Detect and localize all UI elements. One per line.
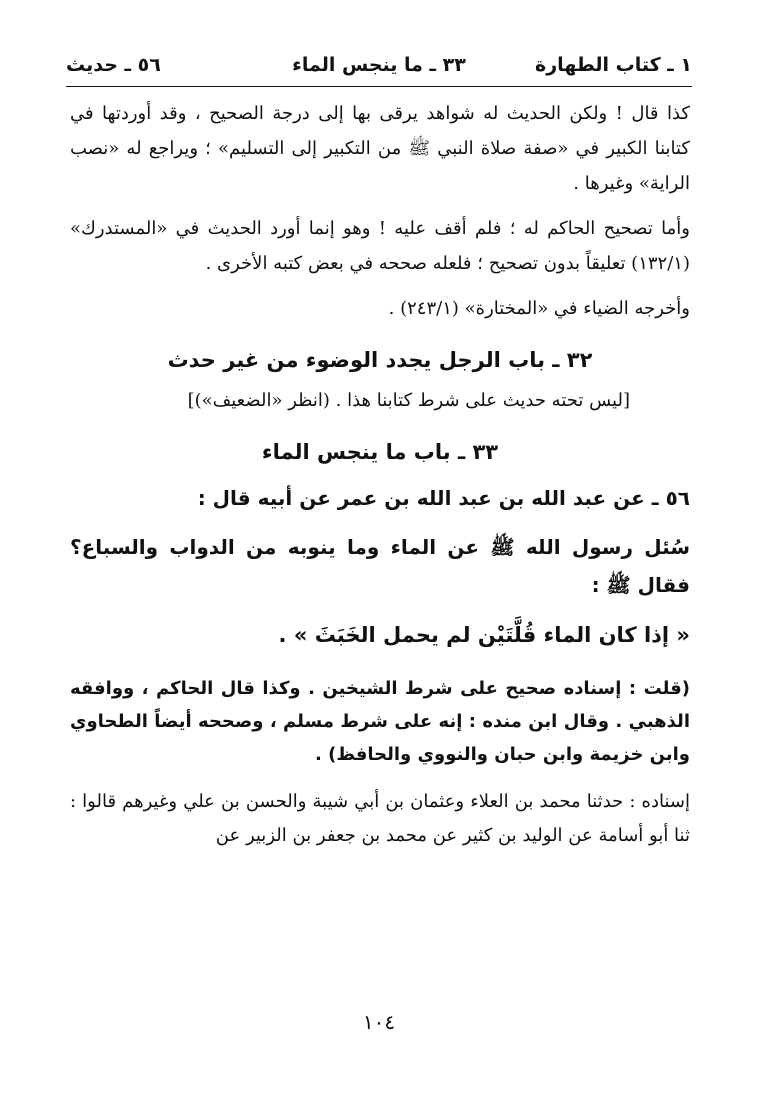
paragraph-commentary-3: وأخرجه الضياء في «المختارة» (٢٤٣/١) .: [388, 298, 690, 319]
section-33-title: ٣٣ ـ باب ما ينجس الماء: [261, 440, 499, 464]
section-32-note: [ليس تحته حديث على شرط كتابنا هذا . (انظر «الضعيف»)]: [187, 390, 630, 411]
paragraph-commentary-1: كذا قال ! ولكن الحديث له شواهد يرقى بها إلى درجة الصحيح ، وقد أوردتها في كتابنا الكبير في «صفة صلاة النبي ﷺ من التكبير إلى التسليم» ؛ ويراجع له «نصب الراية» وغيرها .: [70, 103, 690, 194]
header-rule: [66, 86, 692, 87]
hadith-isnad: إسناده : حدثنا محمد بن العلاء وعثمان بن أبي شيبة والحسن بن علي وغيرهم قالوا : ثنا أبو أسامة عن الوليد بن كثير عن محمد بن جعفر بن الزبير عن: [70, 791, 690, 846]
header-book-title: ١ ـ كتاب الطهارة: [535, 54, 692, 76]
header-chapter-title: ٣٣ ـ ما ينجس الماء: [292, 54, 466, 76]
hadith-intro: ٥٦ ـ عن عبد الله بن عبد الله بن عمر عن أبيه قال :: [197, 486, 690, 510]
hadith-prophetic-speech: « إذا كان الماء قُلَّتَيْن لم يحمل الخَبَثَ » .: [278, 623, 690, 647]
header-hadith-number: ٥٦ ـ حديث: [66, 54, 161, 76]
hadith-takhrij: (قلت : إسناده صحيح على شرط الشيخين . وكذا قال الحاكم ، ووافقه الذهبي . وقال ابن منده : إنه على شرط مسلم ، وصححه أيضاً الطحاوي وابن خزيمة وابن حبان والنووي والحافظ) .: [70, 678, 690, 765]
paragraph-commentary-2: وأما تصحيح الحاكم له ؛ فلم أقف عليه ! وهو إنما أورد الحديث في «المستدرك» (١٣٢/١) تعليقاً بدون تصحيح ؛ فلعله صححه في بعض كتبه الأخرى .: [70, 218, 690, 274]
page-number: ١٠٤: [362, 1010, 396, 1034]
running-header: [66, 52, 692, 82]
hadith-body: سُئل رسول الله ﷺ عن الماء وما ينوبه من الدواب والسباع؟ فقال ﷺ :: [70, 535, 690, 597]
page-body: [70, 92, 690, 853]
section-32-title: ٣٢ ـ باب الرجل يجدد الوضوء من غير حدث: [167, 348, 593, 372]
